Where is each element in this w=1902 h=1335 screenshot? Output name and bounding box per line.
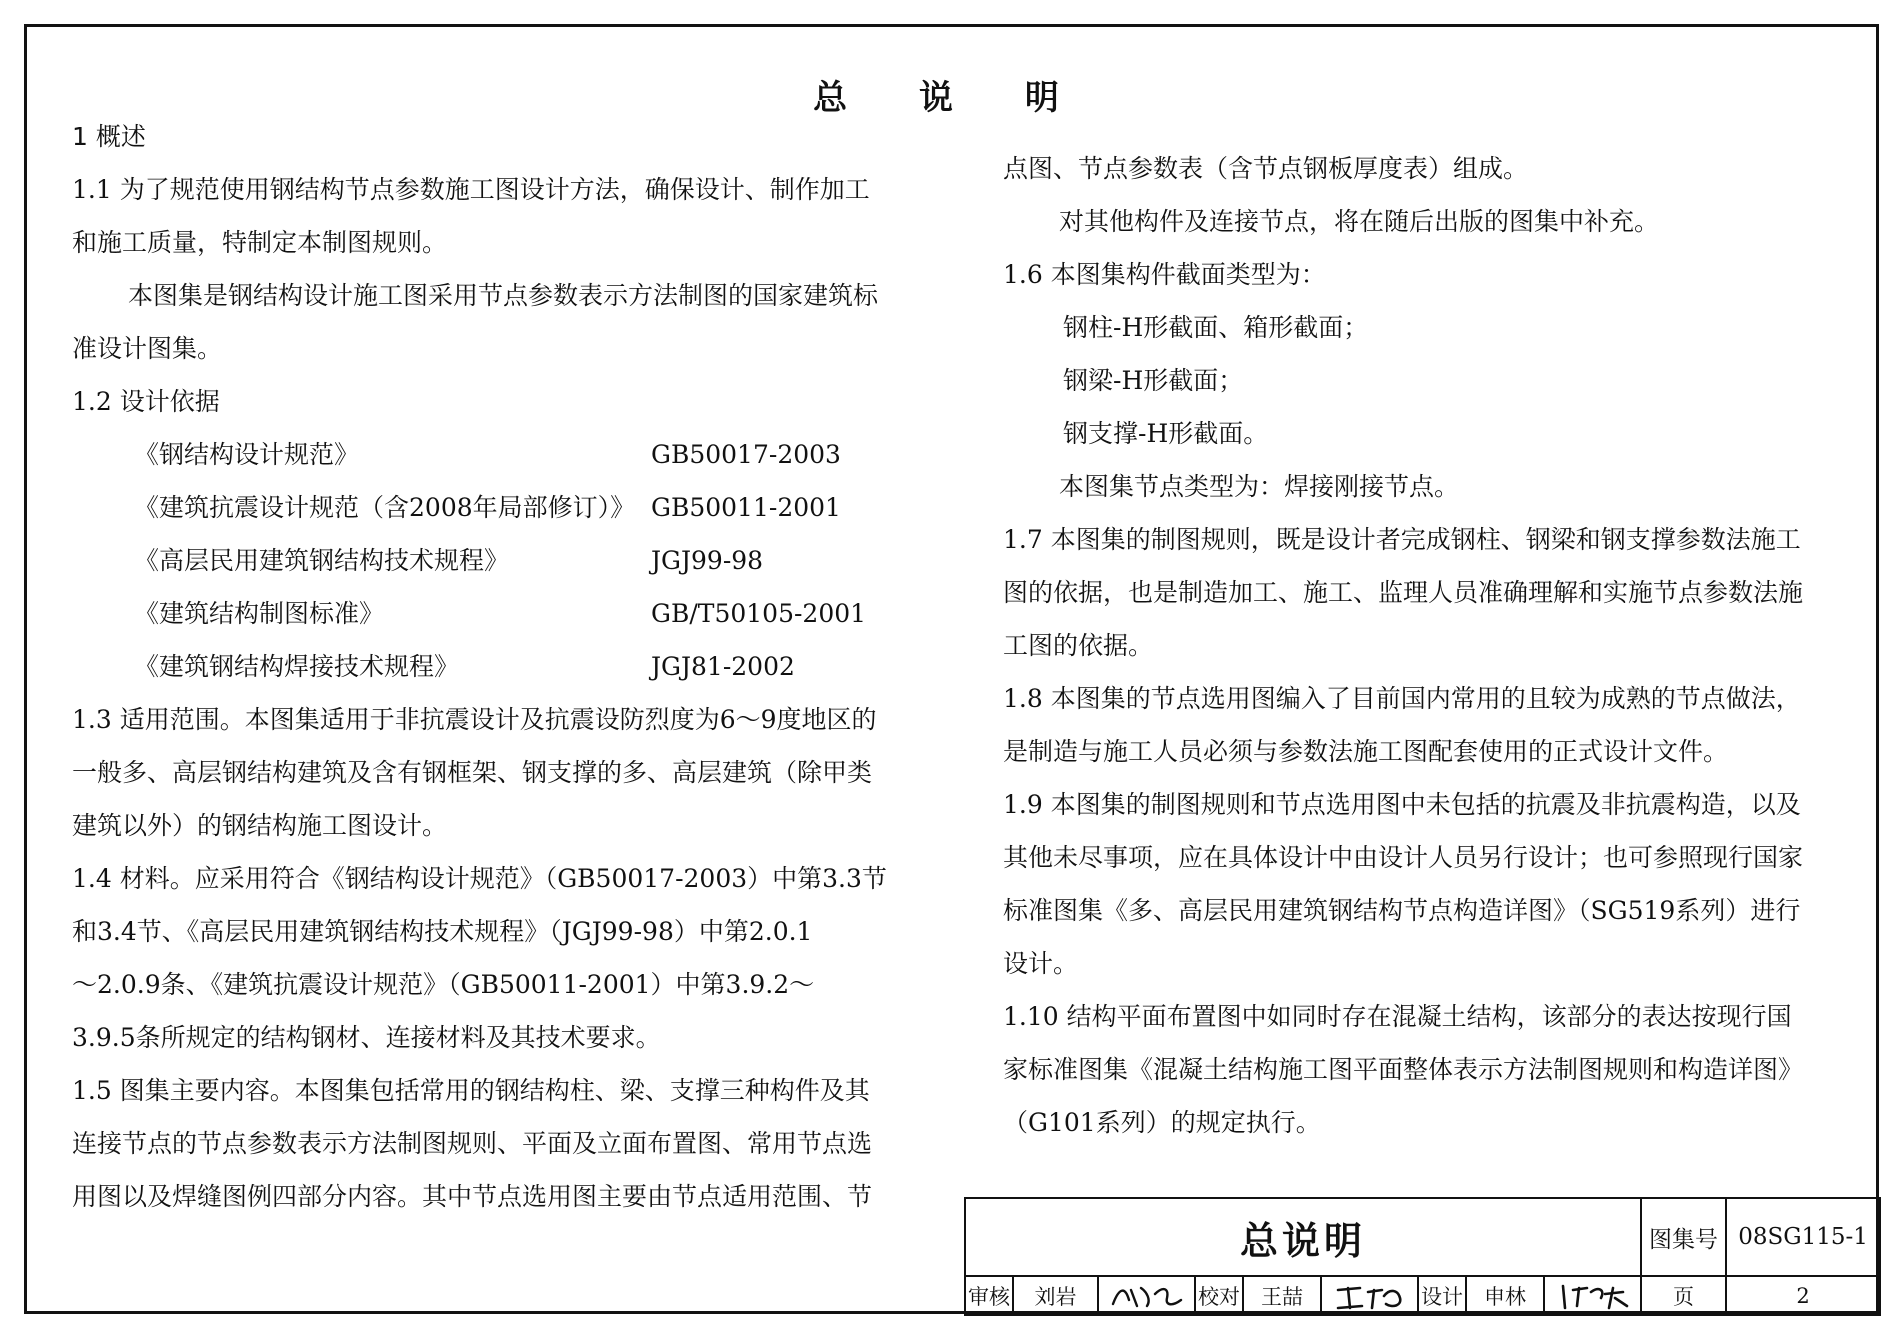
paragraph-line: 1.8 本图集的节点选用图编入了目前国内常用的且较为成熟的节点做法， [1003,684,1801,713]
paragraph-line: 建筑以外）的钢结构施工图设计。 [72,811,448,840]
left-column [72,110,932,1223]
list-item: 钢柱-H形截面、箱形截面； [1063,313,1369,342]
paragraph-line: 1.6 本图集构件截面类型为： [1003,260,1326,289]
reviewer-name: 刘岩 [1013,1276,1098,1315]
paragraph-line: 1.7 本图集的制图规则，既是设计者完成钢柱、钢梁和钢支撑参数法施工 [1003,525,1801,554]
paragraph-line: ～2.0.9条、《建筑抗震设计规范》（GB50011-2001）中第3.9.2～ [72,970,815,999]
paragraph-line: 本图集是钢结构设计施工图采用节点参数表示方法制图的国家建筑标 [128,281,879,310]
paragraph-line: 其他未尽事项，应在具体设计中由设计人员另行设计；也可参照现行国家 [1003,843,1804,872]
title-block [964,1197,1881,1316]
reference-row [72,481,932,534]
paragraph-line: 对其他构件及连接节点，将在随后出版的图集中补充。 [1059,207,1660,236]
reference-title: 《钢结构设计规范》 [134,440,360,469]
page-number: 2 [1726,1276,1880,1315]
paragraph-line: 3.9.5条所规定的结构钢材、连接材料及其技术要求。 [72,1023,661,1052]
reference-row [72,640,932,693]
reference-title: 《建筑钢结构焊接技术规程》 [134,652,460,681]
paragraph-line: 图的依据，也是制造加工、施工、监理人员准确理解和实施节点参数法施 [1003,578,1804,607]
reference-title: 《高层民用建筑钢结构技术规程》 [134,546,510,575]
reference-row [72,534,932,587]
paragraph-line: 和3.4节、《高层民用建筑钢结构技术规程》（JGJ99-98）中第2.0.1 [72,917,813,946]
reference-title: 《建筑抗震设计规范（含2008年局部修订）》 [134,493,636,522]
paragraph-line: 家标准图集《混凝土结构施工图平面整体表示方法制图规则和构造详图》 [1003,1055,1804,1084]
paragraph-line: 1.10 结构平面布置图中如同时存在混凝土结构，该部分的表达按现行国 [1003,1002,1792,1031]
paragraph-line: 一般多、高层钢结构建筑及含有钢框架、钢支撑的多、高层建筑（除甲类 [72,758,873,787]
page-label: 页 [1641,1276,1726,1315]
paragraph-line: 1.3 适用范围。本图集适用于非抗震设计及抗震设防烈度为6～9度地区的 [72,705,877,734]
design-label: 设计 [1418,1276,1466,1315]
reference-code: JGJ81-2002 [651,652,795,681]
reference-row [72,428,932,481]
reference-code: GB50011-2001 [651,493,841,522]
right-column [1003,142,1853,1149]
designer-signature [1544,1276,1641,1315]
atlas-number: 08SG115-1 [1726,1198,1880,1276]
paragraph-line: 1.9 本图集的制图规则和节点选用图中未包括的抗震及非抗震构造，以及 [1003,790,1801,819]
reference-row [72,587,932,640]
paragraph-line: 设计。 [1003,949,1079,978]
check-label: 校对 [1195,1276,1243,1315]
reviewer-signature [1098,1276,1195,1315]
paragraph-line: 标准图集《多、高层民用建筑钢结构节点构造详图》（SG519系列）进行 [1003,896,1801,925]
page-title: 总 说 明 [813,78,1089,118]
paragraph-line: 准设计图集。 [72,334,223,363]
section-heading: 1 概述 [72,122,146,151]
paragraph-line: 本图集节点类型为：焊接刚接节点。 [1059,472,1460,501]
paragraph-line: 用图以及焊缝图例四部分内容。其中节点选用图主要由节点适用范围、节 [72,1182,873,1211]
reference-code: GB50017-2003 [651,440,841,469]
paragraph-line: 点图、节点参数表（含节点钢板厚度表）组成。 [1003,154,1529,183]
atlas-label: 图集号 [1641,1198,1726,1276]
paragraph-line: 1.1 为了规范使用钢结构节点参数施工图设计方法，确保设计、制作加工 [72,175,870,204]
paragraph-line: 1.2 设计依据 [72,387,220,416]
review-label: 审核 [965,1276,1013,1315]
list-item: 钢梁-H形截面； [1063,366,1244,395]
reference-code: GB/T50105-2001 [651,599,867,628]
title-block-title: 总说明 [965,1198,1641,1276]
paragraph-line: 连接节点的节点参数表示方法制图规则、平面及立面布置图、常用节点选 [72,1129,873,1158]
paragraph-line: 1.5 图集主要内容。本图集包括常用的钢结构柱、梁、支撑三种构件及其 [72,1076,870,1105]
paragraph-line: 和施工质量，特制定本制图规则。 [72,228,448,257]
checker-signature [1321,1276,1418,1315]
designer-name: 申林 [1466,1276,1544,1315]
checker-name: 王喆 [1243,1276,1321,1315]
paragraph-line: （G101系列）的规定执行。 [1003,1108,1321,1137]
list-item: 钢支撑-H形截面。 [1063,419,1269,448]
reference-title: 《建筑结构制图标准》 [134,599,385,628]
reference-code: JGJ99-98 [651,546,764,575]
paragraph-line: 是制造与施工人员必须与参数法施工图配套使用的正式设计文件。 [1003,737,1729,766]
paragraph-line: 1.4 材料。应采用符合《钢结构设计规范》（GB50017-2003）中第3.3节 [72,864,887,893]
paragraph-line: 工图的依据。 [1003,631,1154,660]
